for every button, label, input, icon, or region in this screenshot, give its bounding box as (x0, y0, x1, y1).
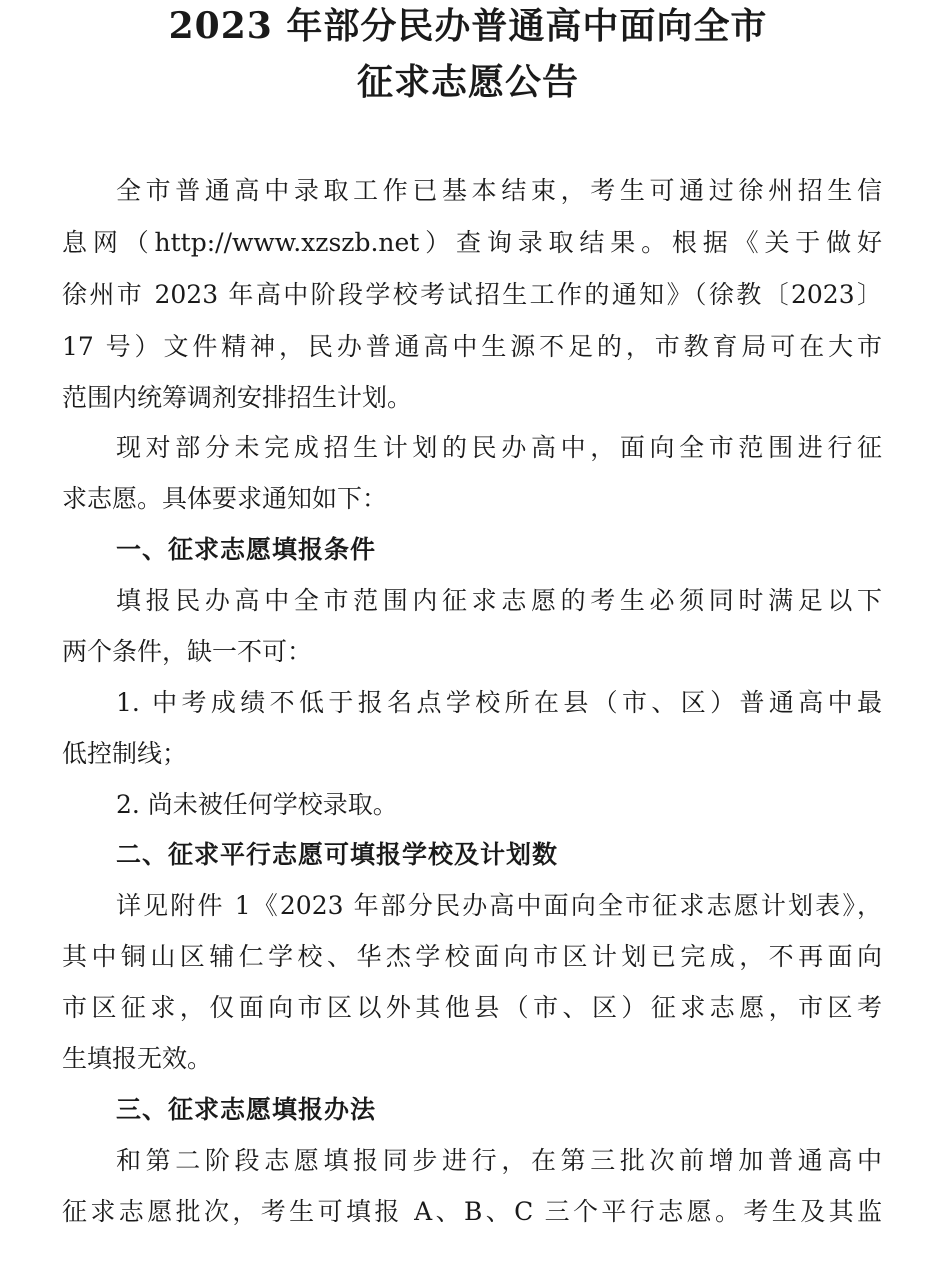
section-2-heading: 二、征求平行志愿可填报学校及计划数 (116, 840, 559, 869)
paragraph-5-line: 征求志愿批次，考生可填报 A、B、C 三个平行志愿。考生及其监 (62, 1197, 882, 1226)
section-1-heading: 一、征求志愿填报条件 (116, 535, 377, 564)
document-title-line-1: 2023 年部分民办普通高中面向全市 (168, 5, 768, 47)
paragraph-1-line: 范围内统筹调剂安排招生计划。 (62, 383, 413, 412)
paragraph-2-line: 求志愿。具体要求通知如下： (62, 484, 388, 513)
condition-item-1-line: 低控制线； (62, 739, 188, 768)
paragraph-1-line: 息网（http://www.xzszb.net）查询录取结果。根据《关于做好 (62, 228, 882, 257)
condition-item-2: 2. 尚未被任何学校录取。 (116, 790, 398, 819)
paragraph-1-line: 17 号）文件精神，民办普通高中生源不足的，市教育局可在大市 (62, 332, 882, 361)
paragraph-4-line: 详见附件 1《2023 年部分民办高中面向全市征求志愿计划表》， (116, 891, 882, 920)
paragraph-1-line: 徐州市 2023 年高中阶段学校考试招生工作的通知》（徐教〔2023〕 (62, 280, 882, 309)
document-title-line-2: 征求志愿公告 (356, 61, 579, 103)
paragraph-5-line: 和第二阶段志愿填报同步进行，在第三批次前增加普通高中 (116, 1146, 882, 1175)
paragraph-3-line: 两个条件，缺一不可： (62, 637, 313, 666)
paragraph-3-line: 填报民办高中全市范围内征求志愿的考生必须同时满足以下 (116, 586, 882, 615)
paragraph-2-line: 现对部分未完成招生计划的民办高中，面向全市范围进行征 (116, 433, 882, 462)
section-3-heading: 三、征求志愿填报办法 (116, 1095, 377, 1124)
condition-item-1-line: 1. 中考成绩不低于报名点学校所在县（市、区）普通高中最 (116, 688, 882, 717)
paragraph-4-line: 市区征求，仅面向市区以外其他县（市、区）征求志愿，市区考 (62, 993, 882, 1022)
paragraph-4-line: 生填报无效。 (62, 1044, 213, 1073)
paragraph-4-line: 其中铜山区辅仁学校、华杰学校面向市区计划已完成，不再面向 (62, 942, 882, 971)
paragraph-1-line: 全市普通高中录取工作已基本结束，考生可通过徐州招生信 (116, 176, 882, 205)
